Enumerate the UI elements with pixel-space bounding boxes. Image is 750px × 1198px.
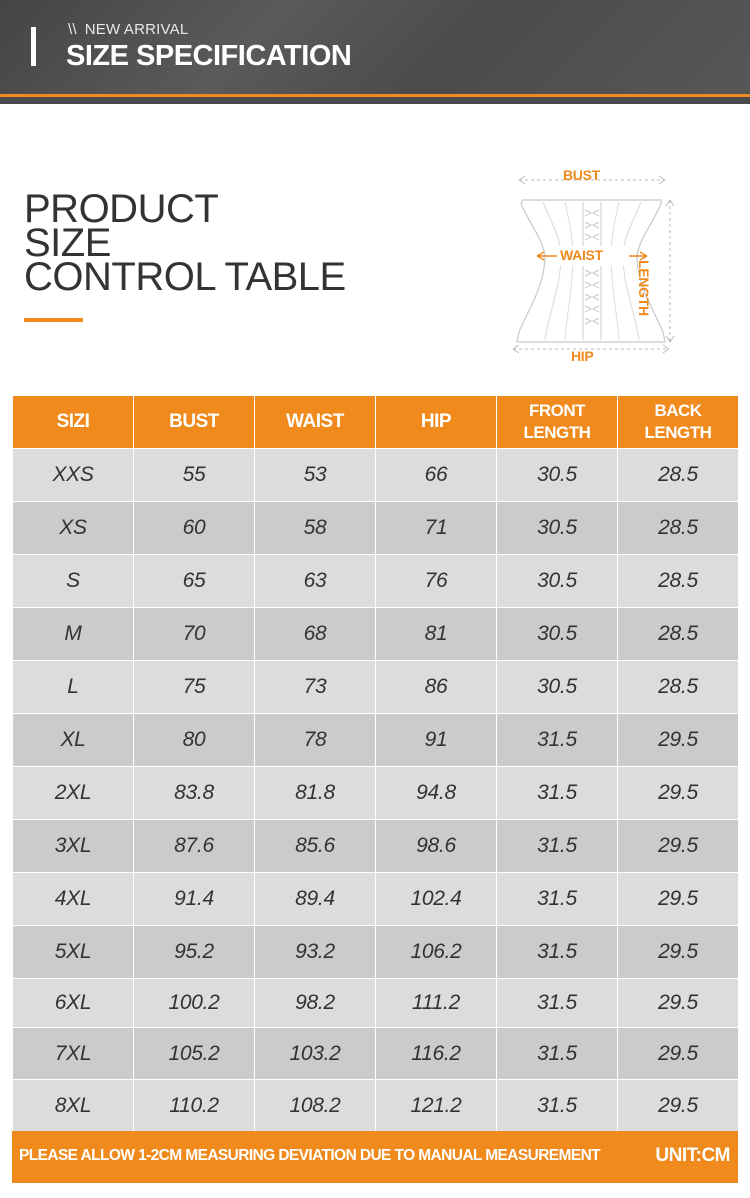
- table-row: [13, 979, 739, 1028]
- cell-hip: 121.2: [376, 1080, 497, 1133]
- cell-waist: 103.2: [255, 1028, 376, 1080]
- table-body: [13, 449, 739, 1133]
- cell-bust: 95.2: [134, 926, 255, 979]
- cell-hip: 91: [376, 714, 497, 767]
- corset-illustration: [505, 160, 685, 372]
- table-row: [13, 661, 739, 714]
- product-title-line-1: PRODUCT: [24, 187, 219, 231]
- cell-waist: 98.2: [255, 979, 376, 1028]
- cell-size: 4XL: [13, 873, 134, 926]
- header-vertical-bar: [31, 27, 36, 66]
- table-row: [13, 767, 739, 820]
- cell-front-length: 30.5: [497, 449, 618, 502]
- table-row: [13, 1080, 739, 1133]
- cell-front-length: 31.5: [497, 926, 618, 979]
- bust-label: BUST: [563, 167, 600, 183]
- cell-bust: 83.8: [134, 767, 255, 820]
- cell-back-length: 29.5: [618, 767, 739, 820]
- cell-size: XS: [13, 502, 134, 555]
- cell-back-length: 28.5: [618, 502, 739, 555]
- cell-size: 3XL: [13, 820, 134, 873]
- cell-bust: 55: [134, 449, 255, 502]
- table-row: [13, 1028, 739, 1080]
- table-row: [13, 449, 739, 502]
- cell-waist: 89.4: [255, 873, 376, 926]
- header-subtitle: \\ NEW ARRIVAL: [68, 21, 189, 38]
- cell-size: S: [13, 555, 134, 608]
- cell-bust: 80: [134, 714, 255, 767]
- cell-hip: 66: [376, 449, 497, 502]
- cell-back-length: 29.5: [618, 1028, 739, 1080]
- cell-back-length: 28.5: [618, 555, 739, 608]
- cell-bust: 91.4: [134, 873, 255, 926]
- cell-back-length: 29.5: [618, 1080, 739, 1133]
- cell-front-length: 31.5: [497, 767, 618, 820]
- cell-size: 2XL: [13, 767, 134, 820]
- cell-hip: 71: [376, 502, 497, 555]
- header-size: SIZI: [13, 396, 134, 449]
- header-front-length: FRONT LENGTH: [497, 396, 618, 449]
- table-row: [13, 820, 739, 873]
- product-title: [24, 187, 346, 299]
- table-row: [13, 714, 739, 767]
- cell-front-length: 31.5: [497, 1028, 618, 1080]
- header-waist: WAIST: [255, 396, 376, 449]
- cell-bust: 87.6: [134, 820, 255, 873]
- measurement-note: PLEASE ALLOW 1-2CM MEASURING DEVIATION DUE TO MANUAL MEASUREMENT: [19, 1147, 601, 1164]
- cell-back-length: 29.5: [618, 926, 739, 979]
- cell-back-length: 28.5: [618, 661, 739, 714]
- cell-waist: 93.2: [255, 926, 376, 979]
- unit-label: UNIT:CM: [655, 1145, 730, 1166]
- cell-hip: 106.2: [376, 926, 497, 979]
- cell-waist: 63: [255, 555, 376, 608]
- cell-front-length: 31.5: [497, 820, 618, 873]
- header-hip: HIP: [376, 396, 497, 449]
- cell-front-length: 30.5: [497, 502, 618, 555]
- table-row: [13, 555, 739, 608]
- cell-front-length: 30.5: [497, 608, 618, 661]
- cell-bust: 70: [134, 608, 255, 661]
- cell-front-length: 31.5: [497, 1080, 618, 1133]
- header-bust: BUST: [134, 396, 255, 449]
- cell-size: 6XL: [13, 979, 134, 1028]
- cell-waist: 81.8: [255, 767, 376, 820]
- cell-hip: 98.6: [376, 820, 497, 873]
- table-row: [13, 926, 739, 979]
- cell-front-length: 30.5: [497, 661, 618, 714]
- double-slash-icon: \\: [68, 21, 77, 38]
- cell-waist: 58: [255, 502, 376, 555]
- cell-front-length: 31.5: [497, 979, 618, 1028]
- cell-size: 8XL: [13, 1080, 134, 1133]
- cell-front-length: 31.5: [497, 873, 618, 926]
- cell-hip: 111.2: [376, 979, 497, 1028]
- size-table: [12, 395, 739, 1133]
- cell-size: M: [13, 608, 134, 661]
- table-row: [13, 502, 739, 555]
- cell-waist: 73: [255, 661, 376, 714]
- cell-bust: 105.2: [134, 1028, 255, 1080]
- cell-waist: 53: [255, 449, 376, 502]
- header-back-length: BACK LENGTH: [618, 396, 739, 449]
- cell-front-length: 30.5: [497, 555, 618, 608]
- cell-bust: 100.2: [134, 979, 255, 1028]
- cell-front-length: 31.5: [497, 714, 618, 767]
- title-accent-underline: [24, 318, 83, 322]
- cell-hip: 81: [376, 608, 497, 661]
- table-row: [13, 608, 739, 661]
- cell-bust: 65: [134, 555, 255, 608]
- cell-hip: 116.2: [376, 1028, 497, 1080]
- table-row: [13, 873, 739, 926]
- cell-size: XL: [13, 714, 134, 767]
- measurement-diagram: [505, 160, 685, 372]
- cell-bust: 75: [134, 661, 255, 714]
- cell-back-length: 29.5: [618, 873, 739, 926]
- footer-bar: [12, 1131, 738, 1183]
- cell-size: XXS: [13, 449, 134, 502]
- header-title: SIZE SPECIFICATION: [66, 40, 352, 72]
- cell-back-length: 29.5: [618, 714, 739, 767]
- header-underline: [0, 97, 750, 104]
- product-title-line-3: CONTROL TABLE: [24, 255, 346, 299]
- product-title-line-2: SIZE: [24, 221, 111, 265]
- cell-waist: 85.6: [255, 820, 376, 873]
- cell-size: 7XL: [13, 1028, 134, 1080]
- length-label: LENGTH: [636, 260, 652, 316]
- table-header-row: [13, 396, 739, 449]
- cell-hip: 94.8: [376, 767, 497, 820]
- cell-hip: 102.4: [376, 873, 497, 926]
- cell-waist: 68: [255, 608, 376, 661]
- cell-back-length: 29.5: [618, 979, 739, 1028]
- cell-back-length: 28.5: [618, 449, 739, 502]
- cell-size: 5XL: [13, 926, 134, 979]
- cell-waist: 108.2: [255, 1080, 376, 1133]
- cell-hip: 76: [376, 555, 497, 608]
- cell-size: L: [13, 661, 134, 714]
- cell-back-length: 28.5: [618, 608, 739, 661]
- cell-hip: 86: [376, 661, 497, 714]
- cell-back-length: 29.5: [618, 820, 739, 873]
- waist-label: WAIST: [560, 247, 603, 263]
- cell-bust: 60: [134, 502, 255, 555]
- hip-label: HIP: [571, 348, 594, 364]
- cell-bust: 110.2: [134, 1080, 255, 1133]
- cell-waist: 78: [255, 714, 376, 767]
